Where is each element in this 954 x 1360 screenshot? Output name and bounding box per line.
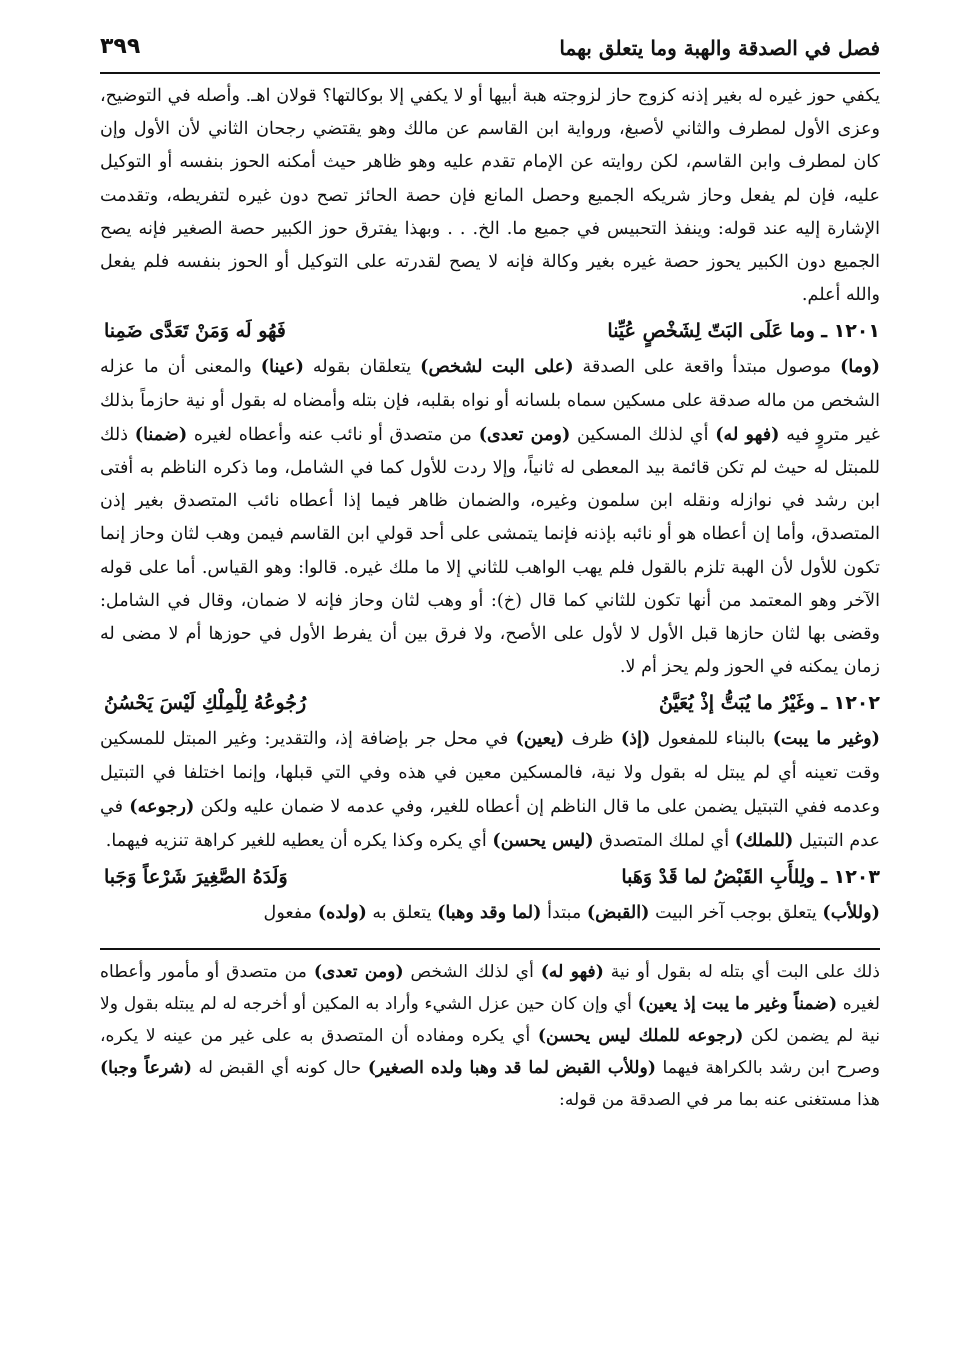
keyword: (ضمنا) [134,423,188,445]
verse-1202 [100,684,880,722]
keyword: (ضمناً وغير ما يبت إذ يعين) [637,994,838,1015]
commentary-text: بالبناء للمفعول [650,729,773,750]
commentary-text: يتعلقان بقوله [303,357,421,378]
commentary-text: أي لملك المتصدق [593,831,735,852]
keyword: (وللأب القبض لما قد وهبا ولده الصغير) [367,1058,656,1079]
keyword: (إذ) [620,728,651,750]
commentary-text: موصول مبتدأ واقعة على الصدقة [573,357,841,378]
book-page [100,28,880,1338]
keyword: (فهو له) [715,423,780,445]
verse-first-half [607,312,880,350]
keyword: (ليس يحسن) [492,830,594,852]
verse-first-half [621,858,880,896]
commentary-text: أي يكره وكذا يكره أن يعطيه للغير كراهة تنزيه فيهما. [105,831,493,852]
footnote-text: أي وإن كان حين عزل الشيء وأراد به المكين أو أخرجه له لم يبتله بقول ولا نية لم يضمن لكن [100,994,880,1047]
commentary-text: والمعنى أن ما عزله الشخص من ماله صدقة على مسكين سماه بلسانه أو نواه بقلبه، فإن بتله وأمضاه له بقول أو نية حازماً بذلك غير متروٍ فيه [100,357,880,445]
keyword: (عينا) [260,356,304,378]
verse-second-half: فَهُو لَه وَمَنْ تَعَدَّى ضَمِنا [104,320,286,343]
commentary-1203 [100,896,880,930]
footnote-section [100,956,880,1116]
keyword: (القبض) [586,902,650,924]
keyword: (وللأب) [822,902,880,924]
footnote-text: ذلك على البت أي بتله له بقول أو نية [603,962,881,983]
footnote-divider [100,948,880,950]
verse-first-half-text: ـ وغَيْرُ ما يُبَتُّ إذْ يُعَيَّنُ [658,692,827,715]
keyword: (ومن تعدى) [478,423,571,445]
commentary-text: يتعلق به [366,903,438,924]
keyword: (رجوعه) [129,795,195,817]
commentary-1201 [100,350,880,684]
commentary-text: من متصدق أو نائب عنه وأعطاه لغيره [187,424,479,445]
keyword: (ولده) [317,902,367,924]
main-text [100,80,880,930]
keyword: (لما وقد وهبا) [437,902,542,924]
commentary-1202 [100,722,880,858]
keyword: (يعين) [515,728,565,750]
intro-paragraph: يكفي حوز غيره له بغير إذنه كزوج حاز لزوجته هبة أبيها أو لا يكفي إلا بوكالتها؟ قولان اهـ. وأصله في التوضيح، وعزى الأول لمطرف والثاني لأصبغ، ورواية ابن القاسم عن مالك وهو يقتضي رجحان الثاني لأن الأول وإن كان لمطرف وابن القاسم، لكن روايته عن الإمام تقدم عليه وهو ظاهر حيث أمكنه الحوز بنفسه أو التوكيل عليه، فإن لم يفعل وحاز شريكه الجميع وحصل المانع فإن حصة الحائز تصح دون غيره لتفريطه، وتقدمت الإشارة إليه عند قوله: وينفذ التحبيس في جميع ما. الخ. . . وبهذا يفترق حوز الكبير حصة الصغير فإنه يصح الجميع دون الكبير يحوز حصة غيره بغير وكالة فإنه لا يصح لقدرته على التوكيل أو الحوز بنفسه فلم يفعل والله أعلم. [100,86,880,306]
running-title: فصل في الصدقة والهبة وما يتعلق بهما [559,36,880,60]
commentary-text: أي لذلك المسكين [570,424,716,445]
commentary-text: في عدم التبتيل [100,796,880,852]
footnote-text: هذا مستغنى عنه بما مر في الصدقة من قوله: [559,1090,880,1111]
page-number: ٣٩٩ [100,34,141,59]
verse-1203 [100,858,880,896]
keyword: (ومن تعدى) [313,962,404,983]
commentary-text: مفعول [263,903,318,924]
commentary-text: يتعلق بوجب آخر البيت [649,903,823,924]
verse-1201 [100,312,880,350]
verse-number: ١٢٠٣ [833,866,880,889]
commentary-text: في محل جر بإضافة إذ، والتقدير: وغير المبتل للمسكين وقت تعينه أي لم يبتل له بقول ولا نية، فالمسكين معين في هذه وفي التي قبلها، وإنما اختلفا في التبتيل وعدمه ففي التبتيل يضمن على ما قال الناظم إن أعطاه للغير، وفي عدمه لا ضمان عليه ولكن [100,729,880,817]
footnote-text: أي لذلك الشخص [403,962,541,983]
keyword: (وغير ما يبت) [772,728,880,750]
page-header [100,28,880,74]
verse-first-half-text: ـ ولِلأَبِ القَبْضُ لما قَدْ وَهَبا [621,866,827,889]
keyword: (فهو له) [540,962,604,983]
verse-first-half [659,684,880,722]
keyword: (وما) [840,356,880,378]
footnote-text: من متصدق أو مأمور وأعطاه لغيره [100,962,880,1015]
verse-second-half: وَلَدَهُ الصَّغِيرَ شَرْعاً وَجَبا [104,866,288,889]
keyword: (شرعاً وجبا) [100,1058,192,1079]
keyword: (للملك) [734,830,794,852]
verse-second-half: رُجُوعُهُ لِلْمِلْكِ لَيْسَ يَحْسُنُ [104,692,307,715]
keyword: (على البت لشخص) [420,356,574,378]
verse-number: ١٢٠٢ [833,692,880,715]
keyword: (رجوعه للملك ليس يحسن) [537,1026,744,1047]
footnote-text: أي يكره ومفاده أن المتصدق به على غير من عينه لا يكره، وصرح ابن رشد بالكراهة فيهما [100,1026,880,1079]
footnote-paragraph [100,956,880,1116]
commentary-text: ظرف [564,729,621,750]
verse-number: ١٢٠١ [833,320,880,343]
commentary-text: مبتدأ [541,903,587,924]
verse-first-half-text: ـ وما عَلَى البَتّ لِشَخْصٍ عُيِّنا [607,320,827,343]
commentary-text: ذلك للمبتل له حيث لم تكن قائمة بيد المعطى له ثانياً، وإلا ردت للأول كما في الشامل، وما ذكره الناظم به أفتى ابن رشد في نوازله ونقله ابن سلمون وغيره، والضمان ظاهر فيما إذا أعطاه نائب المتصدق بغير إذن المتصدق، وأما إن أعطاه هو أو نائبه بإذنه فإنما يتمشى على أحد قولي ابن القاسم فيمن وهب لثان وحاز إنما تكون للأول لأن الهبة تلزم بالقول فلم يهب الواهب للثاني إلا ما ملك غيره. قالوا: وهو القياس. أما على قوله الآخر وهو المعتمد من أنها تكون للثاني كما قال (خ): أو وهب لثان وحاز فإنه لا ضمان، وقال في الشامل: وقضى بها لثان حازها قبل الأول لا لأول على الأصح، ولا فرق بين أن يفرط الأول في حوزها أم لا مضى له زمان يمكنه في الحوز ولم يحز أم لا. [100,424,880,678]
footnote-text: حال كونه أي القبض له [192,1058,368,1079]
